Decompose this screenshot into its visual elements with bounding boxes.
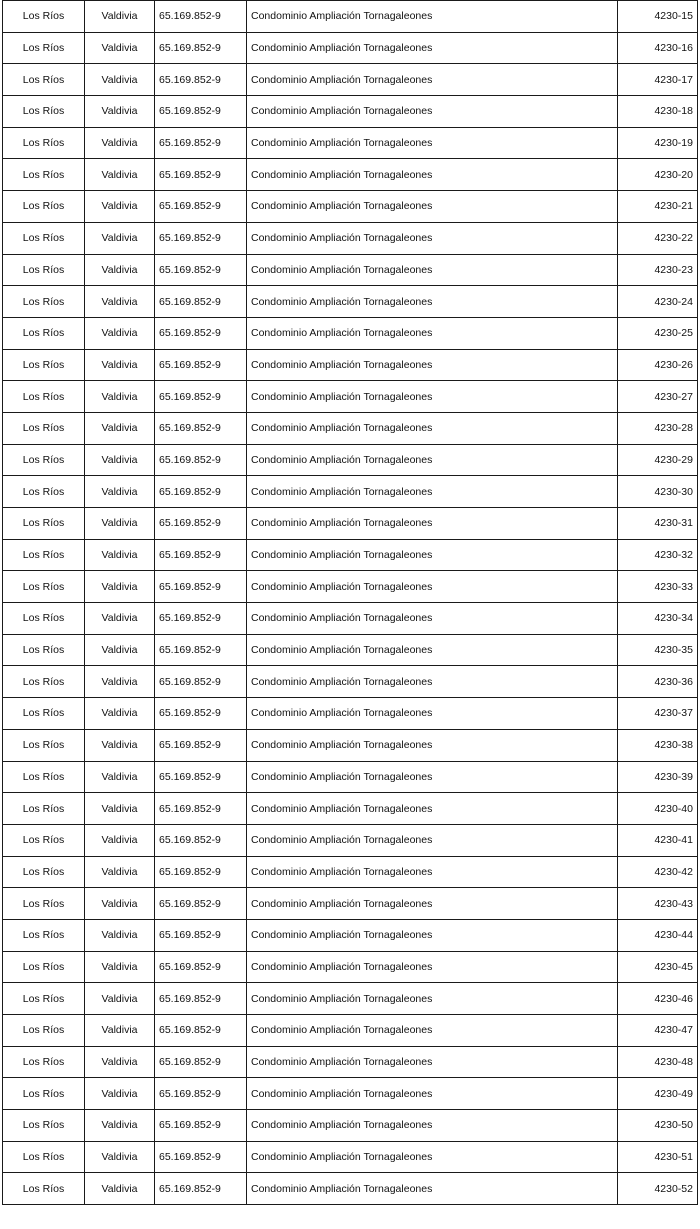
owner-name-cell: Condominio Ampliación Tornagaleones xyxy=(247,856,618,888)
table-row xyxy=(3,476,698,508)
owner-name-cell: Condominio Ampliación Tornagaleones xyxy=(247,1078,618,1110)
comuna-cell: Valdivia xyxy=(85,698,155,730)
rut-cell: 65.169.852-9 xyxy=(155,824,247,856)
region-cell: Los Ríos xyxy=(3,1141,85,1173)
table-row xyxy=(3,919,698,951)
table-row xyxy=(3,64,698,96)
table-row xyxy=(3,96,698,128)
table-row xyxy=(3,1046,698,1078)
owner-name-cell: Condominio Ampliación Tornagaleones xyxy=(247,96,618,128)
comuna-cell: Valdivia xyxy=(85,603,155,635)
rol-cell: 4230-28 xyxy=(618,412,698,444)
rol-cell: 4230-40 xyxy=(618,793,698,825)
owner-name-cell: Condominio Ampliación Tornagaleones xyxy=(247,793,618,825)
region-cell: Los Ríos xyxy=(3,349,85,381)
rut-cell: 65.169.852-9 xyxy=(155,1,247,33)
table-row xyxy=(3,32,698,64)
owner-name-cell: Condominio Ampliación Tornagaleones xyxy=(247,381,618,413)
comuna-cell: Valdivia xyxy=(85,349,155,381)
owner-name-cell: Condominio Ampliación Tornagaleones xyxy=(247,666,618,698)
comuna-cell: Valdivia xyxy=(85,666,155,698)
owner-name-cell: Condominio Ampliación Tornagaleones xyxy=(247,349,618,381)
rut-cell: 65.169.852-9 xyxy=(155,1046,247,1078)
comuna-cell: Valdivia xyxy=(85,381,155,413)
owner-name-cell: Condominio Ampliación Tornagaleones xyxy=(247,317,618,349)
table-row xyxy=(3,1173,698,1205)
rol-cell: 4230-26 xyxy=(618,349,698,381)
region-cell: Los Ríos xyxy=(3,127,85,159)
owner-name-cell: Condominio Ampliación Tornagaleones xyxy=(247,286,618,318)
rol-cell: 4230-17 xyxy=(618,64,698,96)
comuna-cell: Valdivia xyxy=(85,729,155,761)
owner-name-cell: Condominio Ampliación Tornagaleones xyxy=(247,412,618,444)
rol-cell: 4230-18 xyxy=(618,96,698,128)
rut-cell: 65.169.852-9 xyxy=(155,539,247,571)
region-cell: Los Ríos xyxy=(3,793,85,825)
table-row xyxy=(3,349,698,381)
region-cell: Los Ríos xyxy=(3,444,85,476)
comuna-cell: Valdivia xyxy=(85,793,155,825)
table-row xyxy=(3,317,698,349)
rol-cell: 4230-32 xyxy=(618,539,698,571)
rol-cell: 4230-41 xyxy=(618,824,698,856)
table-row xyxy=(3,888,698,920)
owner-name-cell: Condominio Ampliación Tornagaleones xyxy=(247,729,618,761)
region-cell: Los Ríos xyxy=(3,32,85,64)
rol-cell: 4230-51 xyxy=(618,1141,698,1173)
table-row xyxy=(3,412,698,444)
region-cell: Los Ríos xyxy=(3,856,85,888)
comuna-cell: Valdivia xyxy=(85,317,155,349)
rol-cell: 4230-39 xyxy=(618,761,698,793)
region-cell: Los Ríos xyxy=(3,571,85,603)
comuna-cell: Valdivia xyxy=(85,222,155,254)
rut-cell: 65.169.852-9 xyxy=(155,1173,247,1205)
table-row xyxy=(3,729,698,761)
owner-name-cell: Condominio Ampliación Tornagaleones xyxy=(247,539,618,571)
table-row xyxy=(3,191,698,223)
rol-cell: 4230-49 xyxy=(618,1078,698,1110)
table-row xyxy=(3,824,698,856)
table-row xyxy=(3,444,698,476)
rol-cell: 4230-34 xyxy=(618,603,698,635)
comuna-cell: Valdivia xyxy=(85,191,155,223)
rol-cell: 4230-37 xyxy=(618,698,698,730)
owner-name-cell: Condominio Ampliación Tornagaleones xyxy=(247,159,618,191)
table-row xyxy=(3,1078,698,1110)
owner-name-cell: Condominio Ampliación Tornagaleones xyxy=(247,1141,618,1173)
region-cell: Los Ríos xyxy=(3,1110,85,1142)
owner-name-cell: Condominio Ampliación Tornagaleones xyxy=(247,1173,618,1205)
comuna-cell: Valdivia xyxy=(85,888,155,920)
rol-cell: 4230-50 xyxy=(618,1110,698,1142)
rol-cell: 4230-25 xyxy=(618,317,698,349)
rol-cell: 4230-47 xyxy=(618,1015,698,1047)
region-cell: Los Ríos xyxy=(3,1,85,33)
region-cell: Los Ríos xyxy=(3,191,85,223)
rol-cell: 4230-29 xyxy=(618,444,698,476)
rut-cell: 65.169.852-9 xyxy=(155,1141,247,1173)
region-cell: Los Ríos xyxy=(3,508,85,540)
rut-cell: 65.169.852-9 xyxy=(155,888,247,920)
rut-cell: 65.169.852-9 xyxy=(155,1110,247,1142)
rol-cell: 4230-36 xyxy=(618,666,698,698)
rut-cell: 65.169.852-9 xyxy=(155,32,247,64)
table-row xyxy=(3,1015,698,1047)
owner-name-cell: Condominio Ampliación Tornagaleones xyxy=(247,222,618,254)
owner-name-cell: Condominio Ampliación Tornagaleones xyxy=(247,698,618,730)
owner-name-cell: Condominio Ampliación Tornagaleones xyxy=(247,476,618,508)
comuna-cell: Valdivia xyxy=(85,824,155,856)
table-row xyxy=(3,761,698,793)
rol-cell: 4230-22 xyxy=(618,222,698,254)
owner-name-cell: Condominio Ampliación Tornagaleones xyxy=(247,761,618,793)
region-cell: Los Ríos xyxy=(3,698,85,730)
region-cell: Los Ríos xyxy=(3,222,85,254)
region-cell: Los Ríos xyxy=(3,317,85,349)
owner-name-cell: Condominio Ampliación Tornagaleones xyxy=(247,254,618,286)
region-cell: Los Ríos xyxy=(3,64,85,96)
table-row xyxy=(3,508,698,540)
rut-cell: 65.169.852-9 xyxy=(155,571,247,603)
comuna-cell: Valdivia xyxy=(85,1173,155,1205)
rut-cell: 65.169.852-9 xyxy=(155,349,247,381)
rut-cell: 65.169.852-9 xyxy=(155,508,247,540)
owner-name-cell: Condominio Ampliación Tornagaleones xyxy=(247,603,618,635)
comuna-cell: Valdivia xyxy=(85,1,155,33)
region-cell: Los Ríos xyxy=(3,888,85,920)
rut-cell: 65.169.852-9 xyxy=(155,666,247,698)
comuna-cell: Valdivia xyxy=(85,539,155,571)
rut-cell: 65.169.852-9 xyxy=(155,634,247,666)
rol-cell: 4230-52 xyxy=(618,1173,698,1205)
owner-name-cell: Condominio Ampliación Tornagaleones xyxy=(247,888,618,920)
table-row xyxy=(3,286,698,318)
rut-cell: 65.169.852-9 xyxy=(155,381,247,413)
owner-name-cell: Condominio Ampliación Tornagaleones xyxy=(247,191,618,223)
comuna-cell: Valdivia xyxy=(85,761,155,793)
comuna-cell: Valdivia xyxy=(85,951,155,983)
rut-cell: 65.169.852-9 xyxy=(155,951,247,983)
table-row xyxy=(3,381,698,413)
rol-cell: 4230-15 xyxy=(618,1,698,33)
comuna-cell: Valdivia xyxy=(85,508,155,540)
comuna-cell: Valdivia xyxy=(85,634,155,666)
comuna-cell: Valdivia xyxy=(85,856,155,888)
comuna-cell: Valdivia xyxy=(85,1015,155,1047)
comuna-cell: Valdivia xyxy=(85,983,155,1015)
comuna-cell: Valdivia xyxy=(85,412,155,444)
rut-cell: 65.169.852-9 xyxy=(155,317,247,349)
comuna-cell: Valdivia xyxy=(85,96,155,128)
rut-cell: 65.169.852-9 xyxy=(155,286,247,318)
rol-cell: 4230-20 xyxy=(618,159,698,191)
rut-cell: 65.169.852-9 xyxy=(155,793,247,825)
owner-name-cell: Condominio Ampliación Tornagaleones xyxy=(247,508,618,540)
owner-name-cell: Condominio Ampliación Tornagaleones xyxy=(247,919,618,951)
region-cell: Los Ríos xyxy=(3,1046,85,1078)
comuna-cell: Valdivia xyxy=(85,919,155,951)
comuna-cell: Valdivia xyxy=(85,571,155,603)
comuna-cell: Valdivia xyxy=(85,254,155,286)
region-cell: Los Ríos xyxy=(3,96,85,128)
table-row xyxy=(3,254,698,286)
rol-cell: 4230-23 xyxy=(618,254,698,286)
table-row xyxy=(3,856,698,888)
table-row xyxy=(3,793,698,825)
owner-name-cell: Condominio Ampliación Tornagaleones xyxy=(247,951,618,983)
table-row xyxy=(3,983,698,1015)
table-row xyxy=(3,603,698,635)
table-row xyxy=(3,1,698,33)
comuna-cell: Valdivia xyxy=(85,286,155,318)
rut-cell: 65.169.852-9 xyxy=(155,761,247,793)
owner-name-cell: Condominio Ampliación Tornagaleones xyxy=(247,1015,618,1047)
rut-cell: 65.169.852-9 xyxy=(155,222,247,254)
owner-name-cell: Condominio Ampliación Tornagaleones xyxy=(247,1046,618,1078)
rol-cell: 4230-31 xyxy=(618,508,698,540)
region-cell: Los Ríos xyxy=(3,951,85,983)
rut-cell: 65.169.852-9 xyxy=(155,254,247,286)
region-cell: Los Ríos xyxy=(3,1015,85,1047)
table-row xyxy=(3,698,698,730)
region-cell: Los Ríos xyxy=(3,1078,85,1110)
rol-cell: 4230-16 xyxy=(618,32,698,64)
rut-cell: 65.169.852-9 xyxy=(155,96,247,128)
owner-name-cell: Condominio Ampliación Tornagaleones xyxy=(247,983,618,1015)
owner-name-cell: Condominio Ampliación Tornagaleones xyxy=(247,634,618,666)
rol-cell: 4230-27 xyxy=(618,381,698,413)
owner-name-cell: Condominio Ampliación Tornagaleones xyxy=(247,571,618,603)
comuna-cell: Valdivia xyxy=(85,1078,155,1110)
table-row xyxy=(3,634,698,666)
region-cell: Los Ríos xyxy=(3,603,85,635)
rol-cell: 4230-44 xyxy=(618,919,698,951)
table-row xyxy=(3,571,698,603)
rut-cell: 65.169.852-9 xyxy=(155,159,247,191)
rut-cell: 65.169.852-9 xyxy=(155,191,247,223)
rol-cell: 4230-35 xyxy=(618,634,698,666)
rut-cell: 65.169.852-9 xyxy=(155,919,247,951)
rol-cell: 4230-24 xyxy=(618,286,698,318)
comuna-cell: Valdivia xyxy=(85,32,155,64)
owner-name-cell: Condominio Ampliación Tornagaleones xyxy=(247,444,618,476)
table-row xyxy=(3,951,698,983)
table-row xyxy=(3,539,698,571)
rut-cell: 65.169.852-9 xyxy=(155,983,247,1015)
rut-cell: 65.169.852-9 xyxy=(155,729,247,761)
comuna-cell: Valdivia xyxy=(85,1046,155,1078)
region-cell: Los Ríos xyxy=(3,476,85,508)
region-cell: Los Ríos xyxy=(3,286,85,318)
rut-cell: 65.169.852-9 xyxy=(155,444,247,476)
table-body xyxy=(3,1,698,1205)
region-cell: Los Ríos xyxy=(3,666,85,698)
region-cell: Los Ríos xyxy=(3,254,85,286)
region-cell: Los Ríos xyxy=(3,634,85,666)
region-cell: Los Ríos xyxy=(3,983,85,1015)
owner-name-cell: Condominio Ampliación Tornagaleones xyxy=(247,64,618,96)
table-row xyxy=(3,222,698,254)
rol-cell: 4230-19 xyxy=(618,127,698,159)
table-row xyxy=(3,127,698,159)
rol-cell: 4230-33 xyxy=(618,571,698,603)
owner-name-cell: Condominio Ampliación Tornagaleones xyxy=(247,127,618,159)
rut-cell: 65.169.852-9 xyxy=(155,1015,247,1047)
rut-cell: 65.169.852-9 xyxy=(155,603,247,635)
rol-cell: 4230-30 xyxy=(618,476,698,508)
region-cell: Los Ríos xyxy=(3,539,85,571)
rol-cell: 4230-38 xyxy=(618,729,698,761)
comuna-cell: Valdivia xyxy=(85,1110,155,1142)
table-row xyxy=(3,1141,698,1173)
region-cell: Los Ríos xyxy=(3,381,85,413)
region-cell: Los Ríos xyxy=(3,1173,85,1205)
rol-cell: 4230-43 xyxy=(618,888,698,920)
comuna-cell: Valdivia xyxy=(85,1141,155,1173)
owner-name-cell: Condominio Ampliación Tornagaleones xyxy=(247,824,618,856)
owner-name-cell: Condominio Ampliación Tornagaleones xyxy=(247,1110,618,1142)
owner-name-cell: Condominio Ampliación Tornagaleones xyxy=(247,1,618,33)
table-row xyxy=(3,1110,698,1142)
owner-name-cell: Condominio Ampliación Tornagaleones xyxy=(247,32,618,64)
rut-cell: 65.169.852-9 xyxy=(155,412,247,444)
property-table xyxy=(2,0,698,1205)
comuna-cell: Valdivia xyxy=(85,476,155,508)
region-cell: Los Ríos xyxy=(3,761,85,793)
rut-cell: 65.169.852-9 xyxy=(155,127,247,159)
region-cell: Los Ríos xyxy=(3,412,85,444)
table-row xyxy=(3,666,698,698)
rut-cell: 65.169.852-9 xyxy=(155,1078,247,1110)
rut-cell: 65.169.852-9 xyxy=(155,476,247,508)
rut-cell: 65.169.852-9 xyxy=(155,64,247,96)
rol-cell: 4230-42 xyxy=(618,856,698,888)
comuna-cell: Valdivia xyxy=(85,127,155,159)
comuna-cell: Valdivia xyxy=(85,159,155,191)
region-cell: Los Ríos xyxy=(3,919,85,951)
comuna-cell: Valdivia xyxy=(85,444,155,476)
table-row xyxy=(3,159,698,191)
rol-cell: 4230-46 xyxy=(618,983,698,1015)
region-cell: Los Ríos xyxy=(3,159,85,191)
region-cell: Los Ríos xyxy=(3,824,85,856)
rol-cell: 4230-45 xyxy=(618,951,698,983)
rol-cell: 4230-21 xyxy=(618,191,698,223)
rol-cell: 4230-48 xyxy=(618,1046,698,1078)
comuna-cell: Valdivia xyxy=(85,64,155,96)
region-cell: Los Ríos xyxy=(3,729,85,761)
rut-cell: 65.169.852-9 xyxy=(155,698,247,730)
rut-cell: 65.169.852-9 xyxy=(155,856,247,888)
